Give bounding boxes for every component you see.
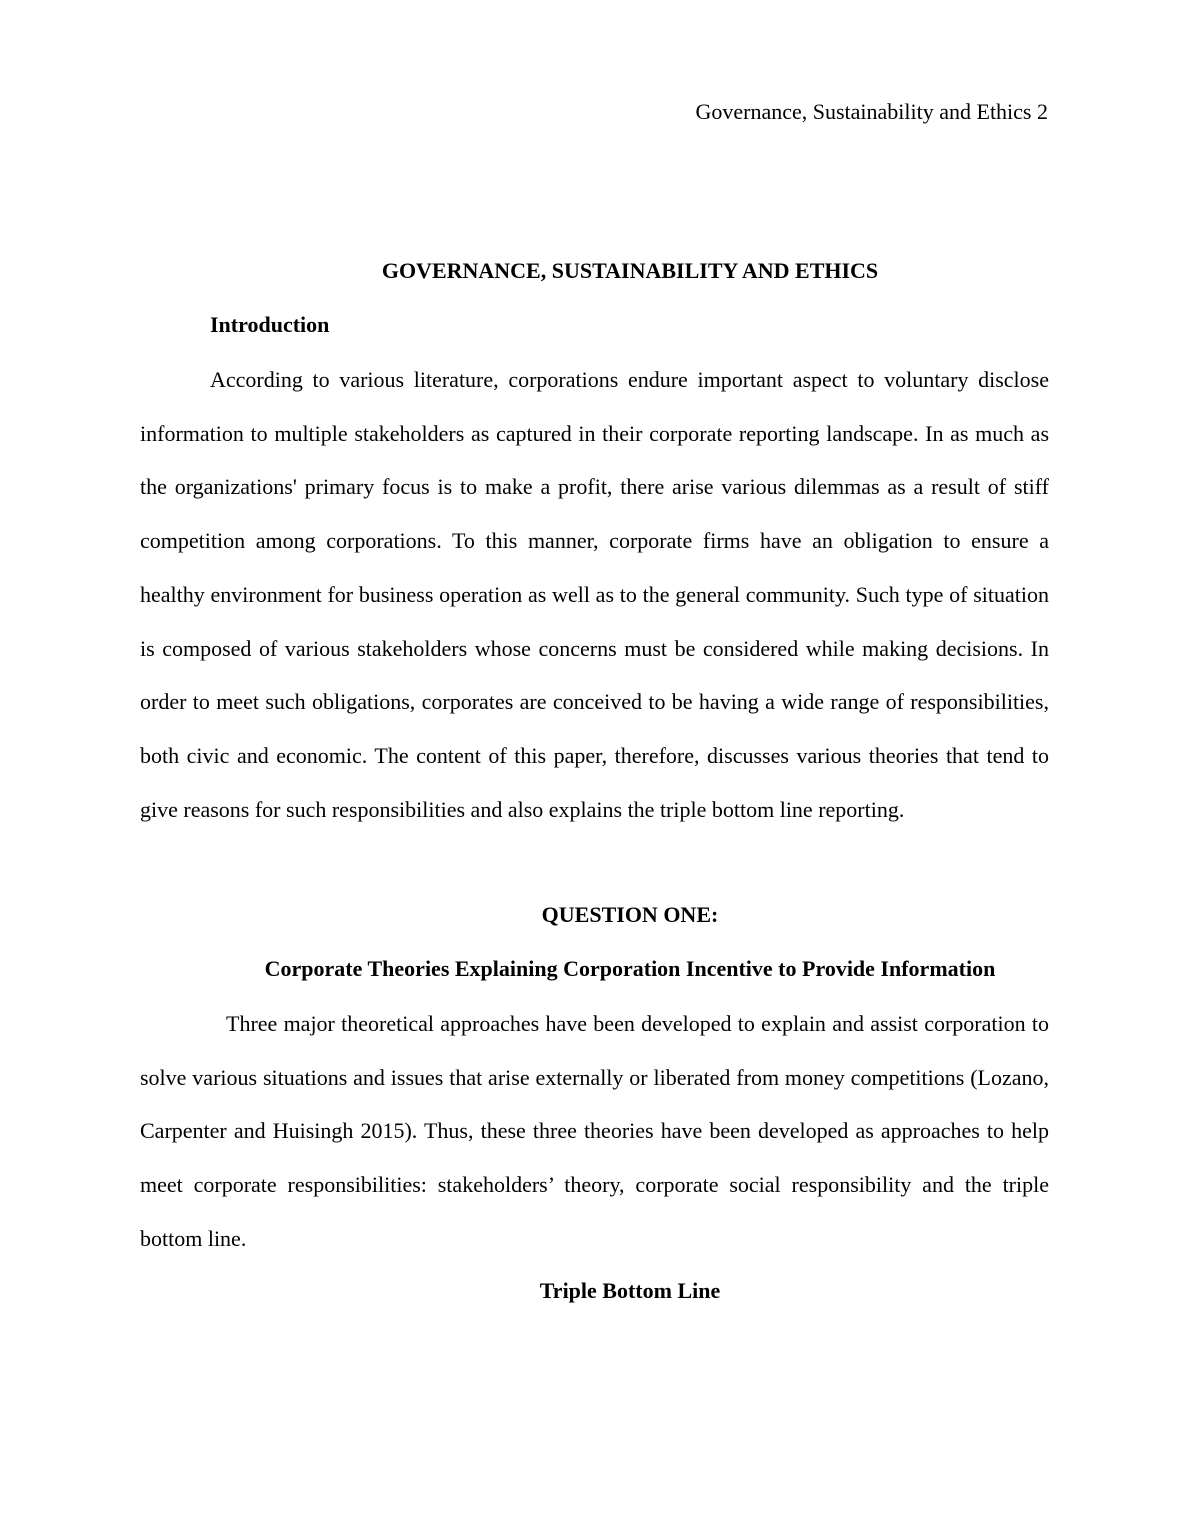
theories-paragraph: Three major theoretical approaches have been developed to explain and assist corporation to solve various situations and issues that arise externally or liberated from money competitions (Lozano, Carpenter and Huisingh 2015). Thus, these three theories have been developed as approaches to help meet corporate responsibilities: stakeholders’ theory, corporate social responsibility and the triple bottom line. <box>140 1011 1049 1251</box>
page-title: GOVERNANCE, SUSTAINABILITY AND ETHICS <box>381 258 879 283</box>
introduction-paragraph: According to various literature, corporations endure important aspect to voluntary disclose information to multiple stakeholders as captured in their corporate reporting landscape. In as much as the organizations' primary focus is to make a profit, there arise various dilemmas as a result of stiff competition among corporations. To this manner, corporate firms have an obligation to ensure a healthy environment for business operation as well as to the general community. Such type of situation is composed of various stakeholders whose concerns must be considered while making decisions. In order to meet such obligations, corporates are conceived to be having a wide range of responsibilities, both civic and economic. The content of this paper, therefore, discusses various theories that tend to give reasons for such responsibilities and also explains the triple bottom line reporting. <box>140 367 1049 822</box>
corporate-theories-heading: Corporate Theories Explaining Corporation Incentive to Provide Information <box>264 956 996 981</box>
question-one-heading: QUESTION ONE: <box>541 902 719 927</box>
running-head: Governance, Sustainability and Ethics 2 <box>695 99 1048 124</box>
triple-bottom-line-heading: Triple Bottom Line <box>539 1278 721 1303</box>
introduction-heading: Introduction <box>210 312 330 337</box>
